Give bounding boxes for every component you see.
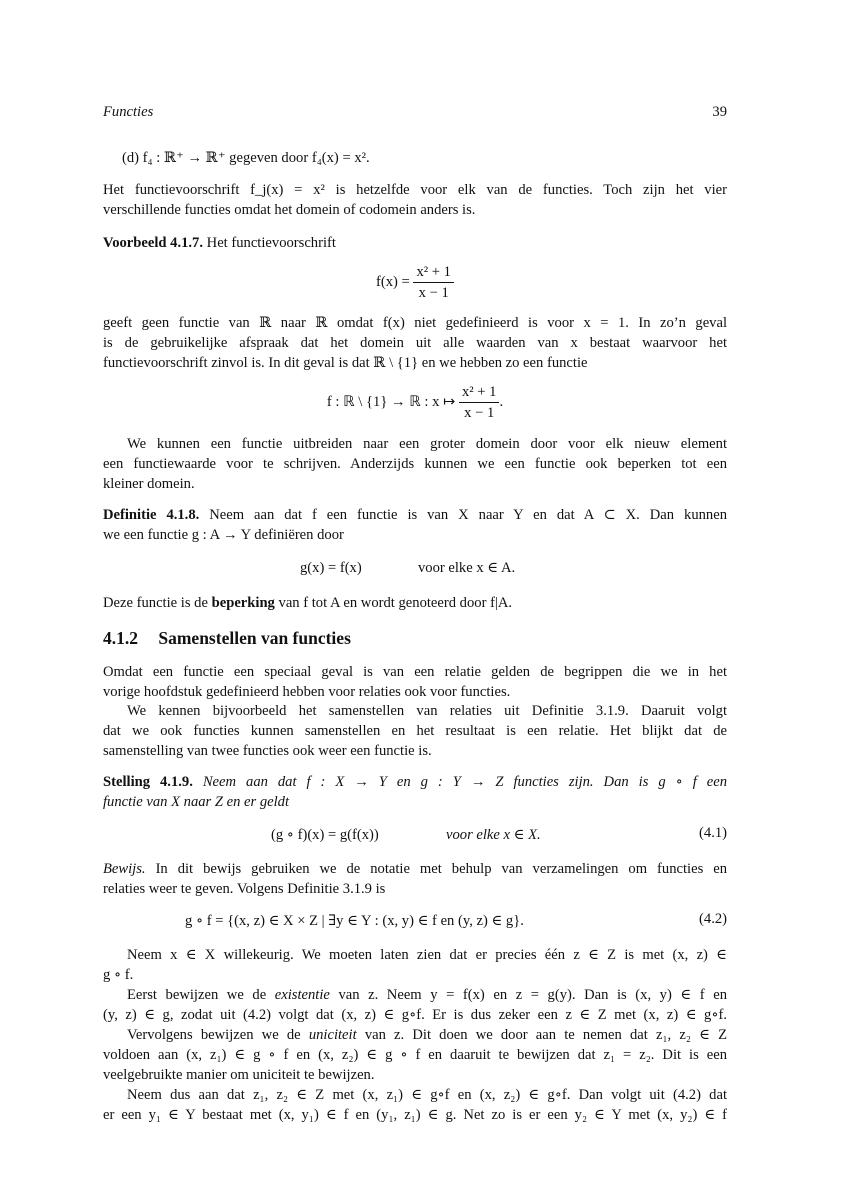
equation-number: (4.2) — [699, 911, 727, 927]
display-equation-map — [103, 382, 727, 423]
paragraph-line: een functiewaarde voor te schrijven. Anderzijds kunnen we een functie ook beperken tot een — [103, 456, 727, 472]
text-span: van z. Neem y = f(x) en z = g(y). Dan is (x, y) ∈ f en — [338, 987, 727, 1003]
equation-condition: voor elke x ∈ X. — [446, 827, 541, 843]
fraction-denominator: x − 1 — [418, 285, 449, 301]
equation-condition: voor elke x ∈ A. — [418, 560, 516, 576]
paragraph-line: er een y₁ ∈ Y bestaat met (x, y₁) ∈ f en (y₁, z₁) ∈ g. Net zo is er een y₂ ∈ Y met (x, y₂) ∈ f — [103, 1107, 727, 1123]
paragraph-line — [103, 593, 727, 613]
text-span: Vervolgens bewijzen we de — [127, 1027, 301, 1043]
equation-lhs: g(x) = f(x) — [300, 560, 362, 576]
text-span: Eerst bewijzen we de — [127, 987, 267, 1003]
equation-lhs: (g ∘ f)(x) = g(f(x)) — [271, 827, 379, 843]
fraction-denominator: x − 1 — [464, 405, 495, 421]
paragraph-line: Neem x ∈ X willekeurig. We moeten laten zien dat er precies één z ∈ Z is met (x, z) ∈ — [127, 947, 727, 963]
example-label: Voorbeeld 4.1.7. — [103, 235, 203, 251]
fraction-numerator: x² + 1 — [459, 382, 500, 403]
definition-line: we een functie g : A → Y definiëren door — [103, 527, 344, 543]
paragraph-line — [127, 985, 727, 1005]
paragraph-line: veelgebruikte manier om uniciteit te bewijzen. — [103, 1067, 375, 1083]
equation-body: g ∘ f = {(x, z) ∈ X × Z | ∃y ∈ Y : (x, y) ∈ f en (y, z) ∈ g}. — [185, 913, 524, 929]
fraction — [413, 262, 454, 303]
paragraph-line: Het functievoorschrift f_j(x) = x² is hetzelfde voor elk van de functies. Toch zijn het vier — [103, 182, 727, 198]
text-span: Deze functie is de — [103, 595, 208, 611]
text-span: van z. Dit doen we door aan te nemen dat z₁, z₂ ∈ Z — [364, 1027, 727, 1043]
paragraph-line: g ∘ f. — [103, 967, 134, 983]
page-number: 39 — [712, 104, 727, 120]
theorem-label: Stelling 4.1.9. — [103, 774, 193, 790]
paragraph-line: kleiner domein. — [103, 476, 195, 492]
theorem-line — [103, 772, 727, 792]
paragraph-line: is de gebruikelijke afspraak dat het domein uit alle waarden van x bestaat waarvoor het — [103, 335, 727, 351]
proof-line: relaties weer te geven. Volgens Definitie 3.1.9 is — [103, 881, 386, 897]
fraction-numerator: x² + 1 — [413, 262, 454, 283]
equation-number: (4.1) — [699, 825, 727, 841]
proof-label: Bewijs. — [103, 861, 146, 877]
running-header-title: Functies — [103, 104, 154, 120]
bold-term: beperking — [211, 595, 275, 611]
paragraph-line: We kennen bijvoorbeeld het samenstellen van relaties uit Definitie 3.1.9. Daaruit volgt — [127, 703, 727, 719]
definition-line — [103, 505, 727, 525]
proof-text: In dit bewijs gebruiken we de notatie met behulp van verzamelingen om functies en — [155, 861, 727, 877]
paragraph-line: verschillende functies omdat het domein of codomein anders is. — [103, 202, 476, 218]
paragraph-line: functievoorschrift zinvol is. In dit geval is dat ℝ \ {1} en we hebben zo een functie — [103, 355, 588, 371]
equation-lhs: f : ℝ \ {1} → ℝ : x ↦ — [326, 393, 456, 410]
paragraph-line: (y, z) ∈ g, zodat uit (4.2) volgt dat (x, z) ∈ g∘f. Er is dus zeker een z ∈ Z met (x, z) ∈ g∘f. — [103, 1007, 727, 1023]
emphasis: uniciteit — [308, 1027, 357, 1043]
theorem-text: Neem aan dat f : X → Y en g : Y → Z functies zijn. Dan is g ∘ f een — [202, 774, 728, 790]
emphasis: existentie — [274, 987, 330, 1003]
display-equation-f — [103, 262, 727, 303]
equation-tail: . — [499, 393, 504, 410]
example-heading — [103, 233, 727, 253]
paragraph-line: geeft geen functie van ℝ naar ℝ omdat f(x) niet gedefinieerd is voor x = 1. In zo’n geval — [103, 315, 727, 331]
theorem-text: functie van X naar Z en er geldt — [103, 794, 290, 810]
text-span: van f tot A en wordt genoteerd door f|A. — [278, 595, 513, 611]
example-text: Het functievoorschrift — [206, 235, 336, 251]
fraction — [459, 382, 500, 423]
paragraph-line: samenstelling van twee functies ook weer een functie is. — [103, 743, 432, 759]
paragraph-line: vorige hoofdstuk gedefinieerd hebben voor relaties ook voor functies. — [103, 684, 511, 700]
paragraph-line — [127, 1025, 727, 1045]
paragraph-line: voldoen aan (x, z₁) ∈ g ∘ f en (x, z₂) ∈ g ∘ f en daaruit te bewijzen dat z₁ = z₂. Dit is een — [103, 1047, 727, 1063]
paragraph-line: dat we ook functies kunnen samenstellen en het resultaat is een relatie. Het blijkt dat de — [103, 723, 727, 739]
paragraph-line: Omdat een functie een speciaal geval is van een relatie gelden de begrippen die we in het — [103, 664, 727, 680]
definition-label: Definitie 4.1.8. — [103, 507, 200, 523]
paragraph-line: We kunnen een functie uitbreiden naar een groter domein door voor elk nieuw element — [127, 436, 727, 452]
section-title: Samenstellen van functies — [158, 628, 351, 648]
paragraph-line: Neem dus aan dat z₁, z₂ ∈ Z met (x, z₁) ∈ g∘f en (x, z₂) ∈ g∘f. Dan volgt uit (4.2) dat — [127, 1087, 727, 1103]
proof-line — [103, 859, 727, 879]
list-item-d: (d) f₄ : ℝ⁺ → ℝ⁺ gegeven door f₄(x) = x². — [122, 150, 370, 166]
section-heading — [103, 628, 351, 649]
equation-lhs: f(x) = — [376, 273, 410, 290]
definition-text: Neem aan dat f een functie is van X naar Y en dat A ⊂ X. Dan kunnen — [209, 507, 727, 523]
section-number: 4.1.2 — [103, 628, 138, 648]
theorem-line — [103, 792, 727, 812]
